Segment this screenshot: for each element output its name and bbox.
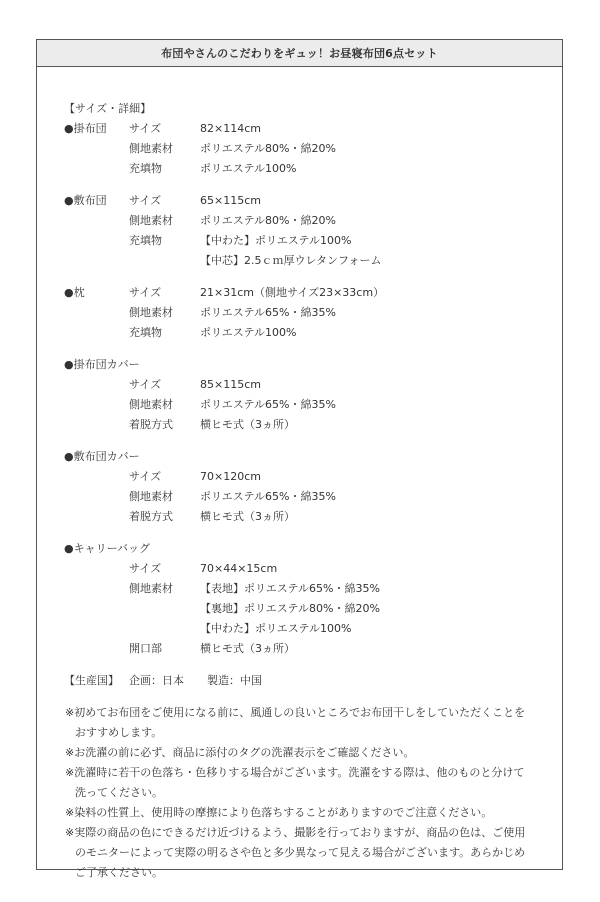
- row-label: サイズ: [129, 194, 162, 207]
- origin-heading: 【生産国】: [64, 674, 119, 687]
- row-value: ポリエステル80%・綿20%: [200, 214, 336, 227]
- row-value: 【中わた】ポリエステル100%: [200, 622, 352, 635]
- product-spec-card: [36, 39, 563, 879]
- row-value: 85×115cm: [200, 378, 261, 391]
- item-name-kake-cover: ●掛布団カバー: [64, 358, 140, 371]
- row-value: ポリエステル80%・綿20%: [200, 142, 336, 155]
- row-label: 側地素材: [129, 142, 173, 155]
- row-value: 横ヒモ式（3ヵ所）: [200, 642, 295, 655]
- row-value: 横ヒモ式（3ヵ所）: [200, 510, 295, 523]
- origin-manufacture: 製造：中国: [207, 674, 262, 687]
- item-name-carry-bag: ●キャリーバッグ: [64, 542, 151, 555]
- row-value: 【裏地】ポリエステル80%・綿20%: [200, 602, 380, 615]
- row-label: 側地素材: [129, 306, 173, 319]
- section-heading: 【サイズ・詳細】: [64, 102, 152, 115]
- row-label: 充填物: [129, 162, 162, 175]
- row-value: 82×114cm: [200, 122, 261, 135]
- row-label: 充填物: [129, 234, 162, 247]
- row-label: サイズ: [129, 378, 162, 391]
- row-value: 横ヒモ式（3ヵ所）: [200, 418, 295, 431]
- row-value: 【表地】ポリエステル65%・綿35%: [200, 582, 380, 595]
- row-value: ポリエステル100%: [200, 326, 297, 339]
- card-header: [37, 40, 562, 67]
- note-wash-label: ※お洗濯の前に必ず、商品に添付のタグの洗濯表示をご確認ください。: [65, 746, 415, 759]
- row-value: 【中芯】2.5ｃｍ厚ウレタンフォーム: [200, 254, 382, 267]
- row-label: 側地素材: [129, 398, 173, 411]
- item-name-shikibuton: ●敷布団: [64, 194, 107, 207]
- item-name-makura: ●枕: [64, 286, 85, 299]
- row-label: 側地素材: [129, 214, 173, 227]
- row-value: 70×44×15cm: [200, 562, 278, 575]
- row-value: ポリエステル100%: [200, 162, 297, 175]
- note-color-bleed: ※洗濯時に若干の色落ち・色移りする場合がございます。洗濯をする際は、他のものと分けて 洗ってください。: [65, 766, 525, 799]
- row-label: 着脱方式: [129, 418, 173, 431]
- row-label: 側地素材: [129, 490, 173, 503]
- row-label: 着脱方式: [129, 510, 173, 523]
- note-monitor-color: ※実際の商品の色にできるだけ近づけるよう、撮影を行っておりますが、商品の色は、ご使用 のモニターによって実際の明るさや色と多少異なって見える場合がございます。あらかじめ ご了承ください。: [65, 826, 526, 879]
- row-label: サイズ: [129, 562, 162, 575]
- note-first-use: ※初めてお布団をご使用になる前に、風通しの良いところでお布団干しをしていただくことを おすすめします。: [65, 706, 526, 739]
- row-value: ポリエステル65%・綿35%: [200, 306, 336, 319]
- row-label: サイズ: [129, 470, 162, 483]
- header-title: 布団やさんのこだわりをギュッ！お昼寝布団6点セット: [161, 47, 438, 60]
- row-value: ポリエステル65%・綿35%: [200, 490, 336, 503]
- row-value: 65×115cm: [200, 194, 261, 207]
- row-label: 側地素材: [129, 582, 173, 595]
- row-value: 【中わた】ポリエステル100%: [200, 234, 352, 247]
- row-label: サイズ: [129, 286, 162, 299]
- item-name-shiki-cover: ●敷布団カバー: [64, 450, 140, 463]
- note-dye-friction: ※染料の性質上、使用時の摩擦により色落ちすることがありますのでご注意ください。: [65, 806, 493, 819]
- row-label: サイズ: [129, 122, 162, 135]
- row-value: 70×120cm: [200, 470, 261, 483]
- item-name-kakebuton: ●掛布団: [64, 122, 107, 135]
- row-label: 充填物: [129, 326, 162, 339]
- row-label: 開口部: [129, 642, 162, 655]
- row-value: ポリエステル65%・綿35%: [200, 398, 336, 411]
- row-value: 21×31cm（側地サイズ23×33cm）: [200, 286, 385, 299]
- origin-planning: 企画：日本: [129, 674, 184, 687]
